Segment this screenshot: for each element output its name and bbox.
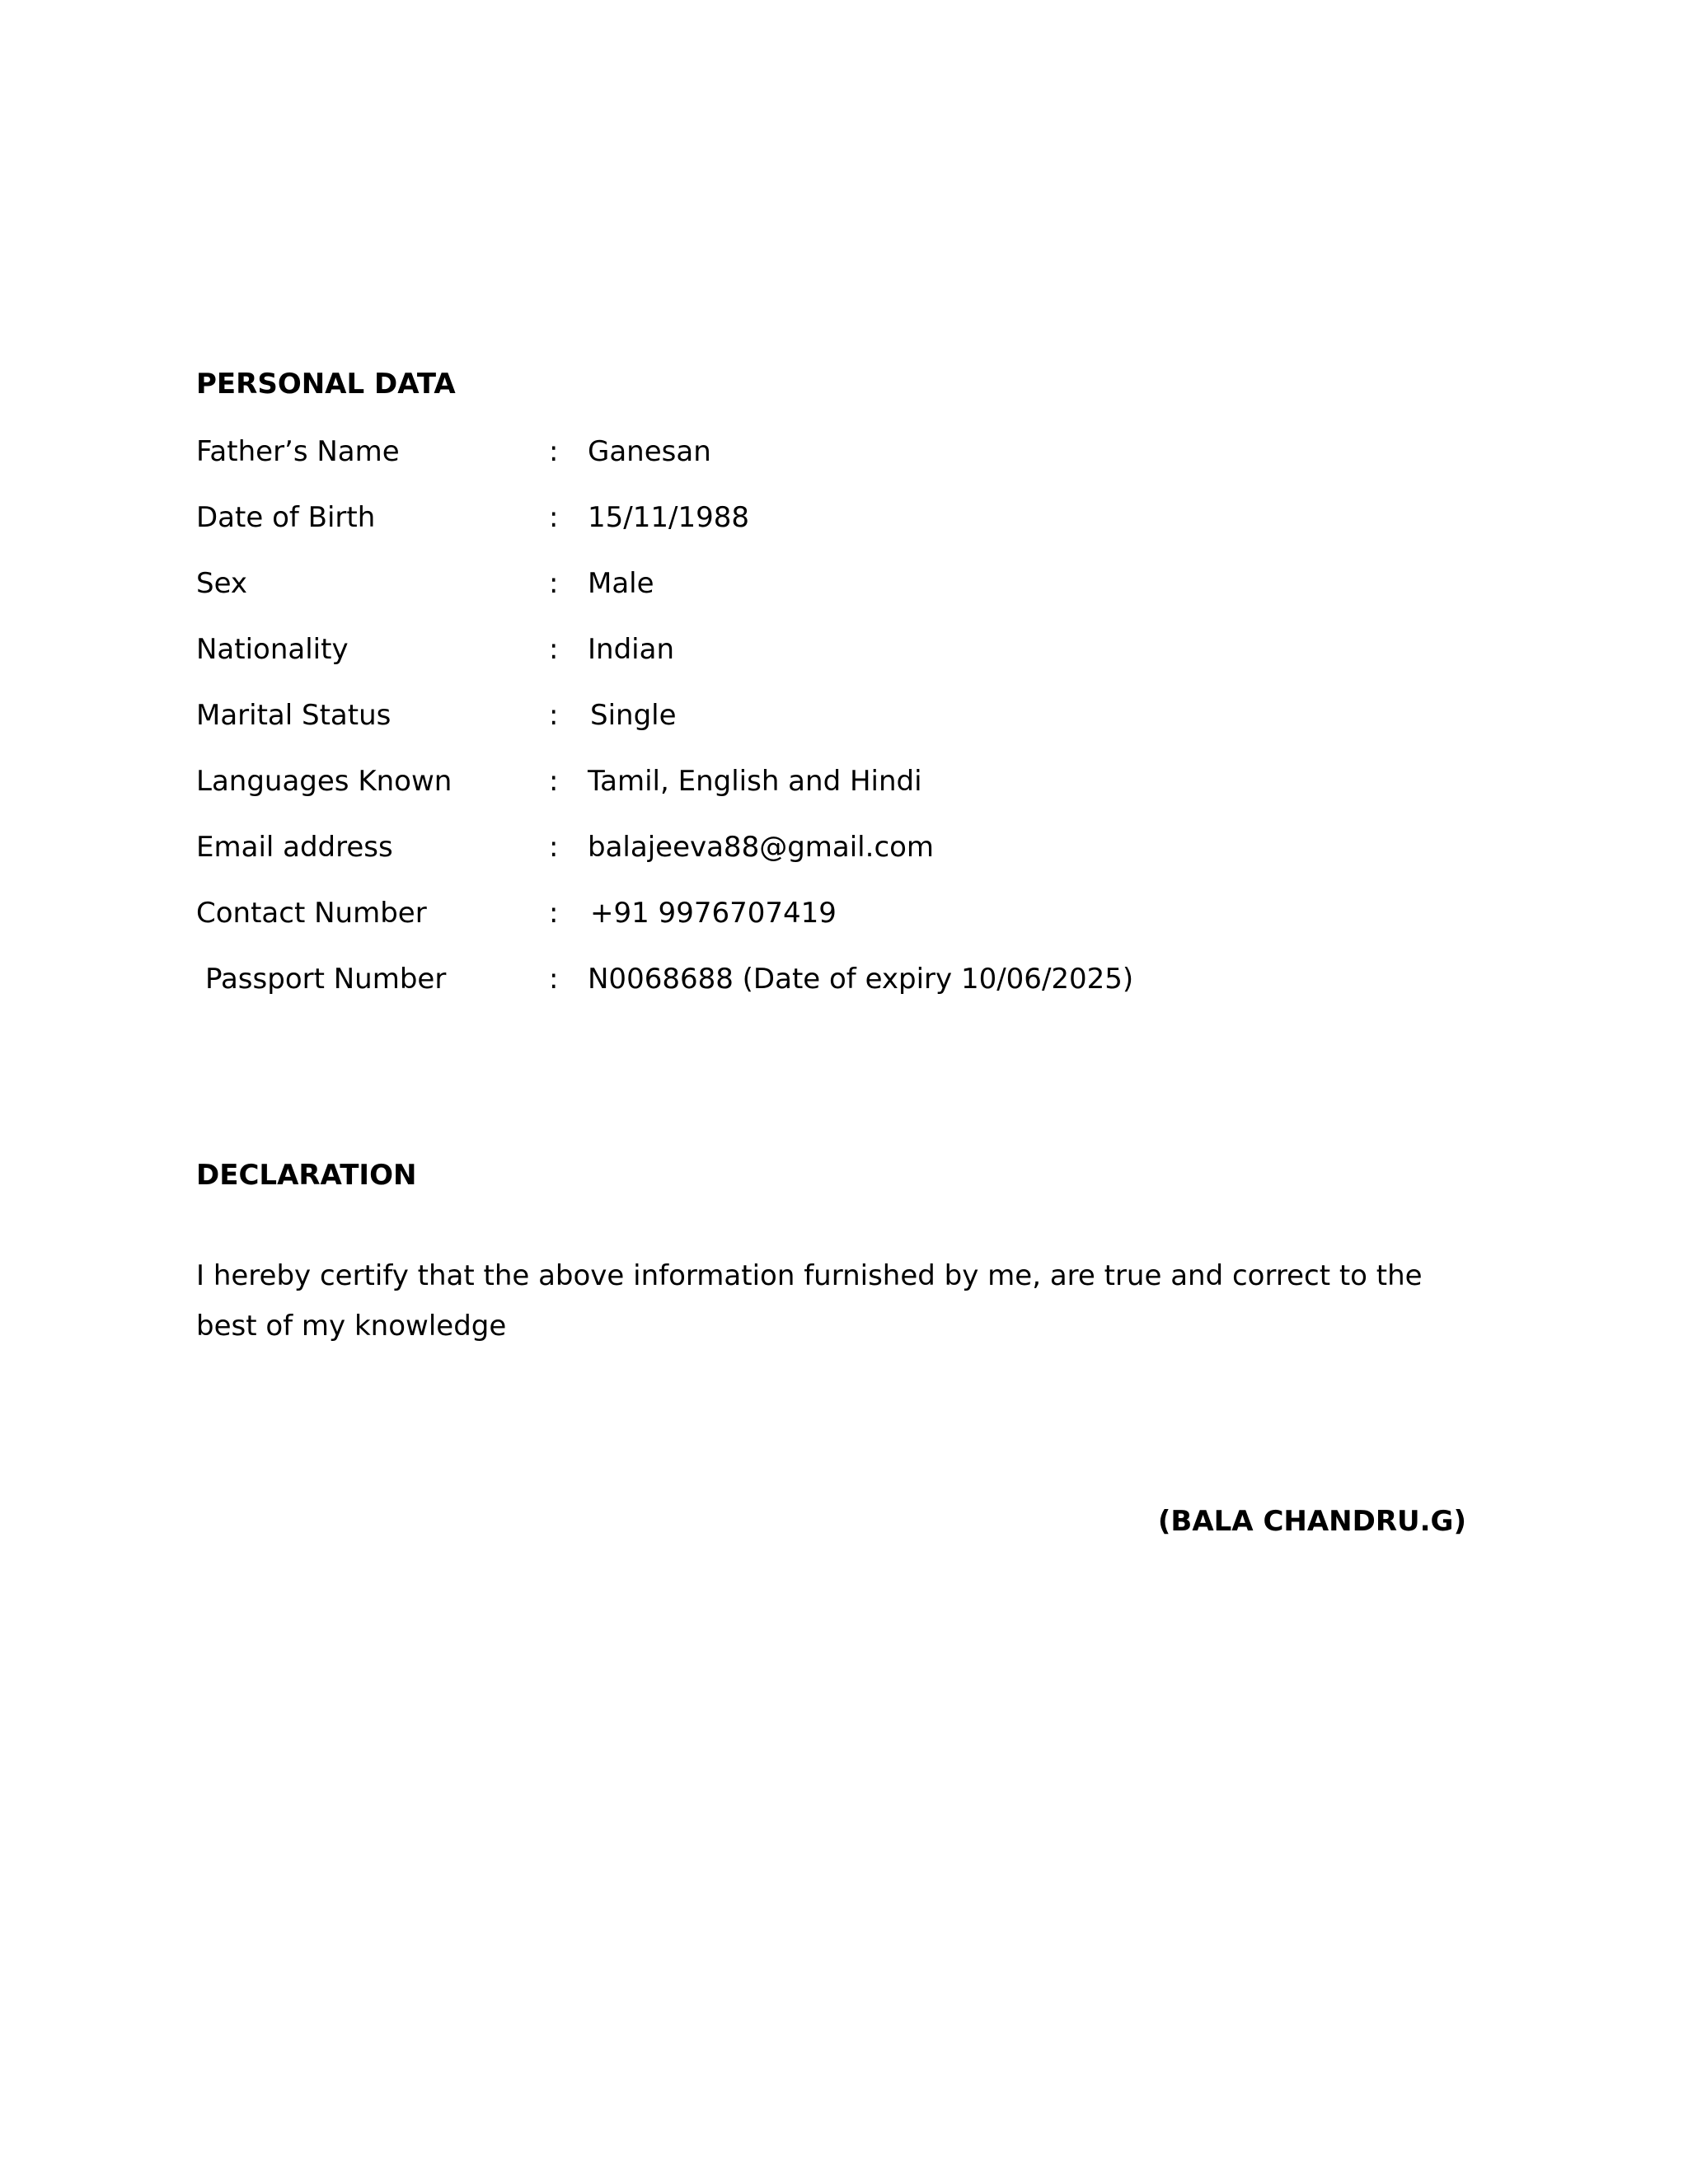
contact-number-value: +91 9976707419 [590, 897, 837, 930]
fathers-name-separator: : [549, 435, 559, 468]
personal-data-row-nationality [0, 631, 1688, 668]
nationality-label: Nationality [196, 633, 349, 666]
personal-data-row-passport-number [0, 961, 1688, 997]
personal-data-row-contact-number [0, 895, 1688, 931]
passport-number-value: N0068688 (Date of expiry 10/06/2025) [588, 963, 1134, 996]
date-of-birth-separator: : [549, 501, 559, 534]
languages-known-separator: : [549, 765, 559, 798]
personal-data-row-date-of-birth [0, 499, 1688, 536]
email-address-label: Email address [196, 831, 393, 864]
languages-known-value: Tamil, English and Hindi [588, 765, 922, 798]
declaration-text: I hereby certify that the above information furnished by me, are true and correct to the best of my knowledge [196, 1259, 1423, 1343]
personal-data-row-languages-known [0, 763, 1688, 799]
nationality-value: Indian [588, 633, 674, 666]
passport-number-label: Passport Number [205, 963, 447, 996]
personal-data-row-sex [0, 565, 1688, 602]
email-address-separator: : [549, 831, 559, 864]
personal-data-row-email-address [0, 829, 1688, 865]
date-of-birth-value: 15/11/1988 [588, 501, 749, 534]
personal-data-row-fathers-name [0, 434, 1688, 470]
nationality-separator: : [549, 633, 559, 666]
languages-known-label: Languages Known [196, 765, 452, 798]
signature-name: (BALA CHANDRU.G) [1157, 1505, 1466, 1538]
email-address-value: balajeeva88@gmail.com [588, 831, 935, 864]
sex-label: Sex [196, 567, 248, 600]
fathers-name-value: Ganesan [588, 435, 711, 468]
marital-status-label: Marital Status [196, 699, 392, 732]
date-of-birth-label: Date of Birth [196, 501, 376, 534]
sex-value: Male [588, 567, 654, 600]
marital-status-value: Single [590, 699, 677, 732]
marital-status-separator: : [549, 699, 559, 732]
sex-separator: : [549, 567, 559, 600]
passport-number-separator: : [549, 963, 559, 996]
declaration-heading: DECLARATION [196, 1159, 417, 1192]
personal-data-row-marital-status [0, 697, 1688, 733]
contact-number-separator: : [549, 897, 559, 930]
personal-data-heading: PERSONAL DATA [196, 368, 456, 401]
fathers-name-label: Father’s Name [196, 435, 400, 468]
contact-number-label: Contact Number [196, 897, 427, 930]
